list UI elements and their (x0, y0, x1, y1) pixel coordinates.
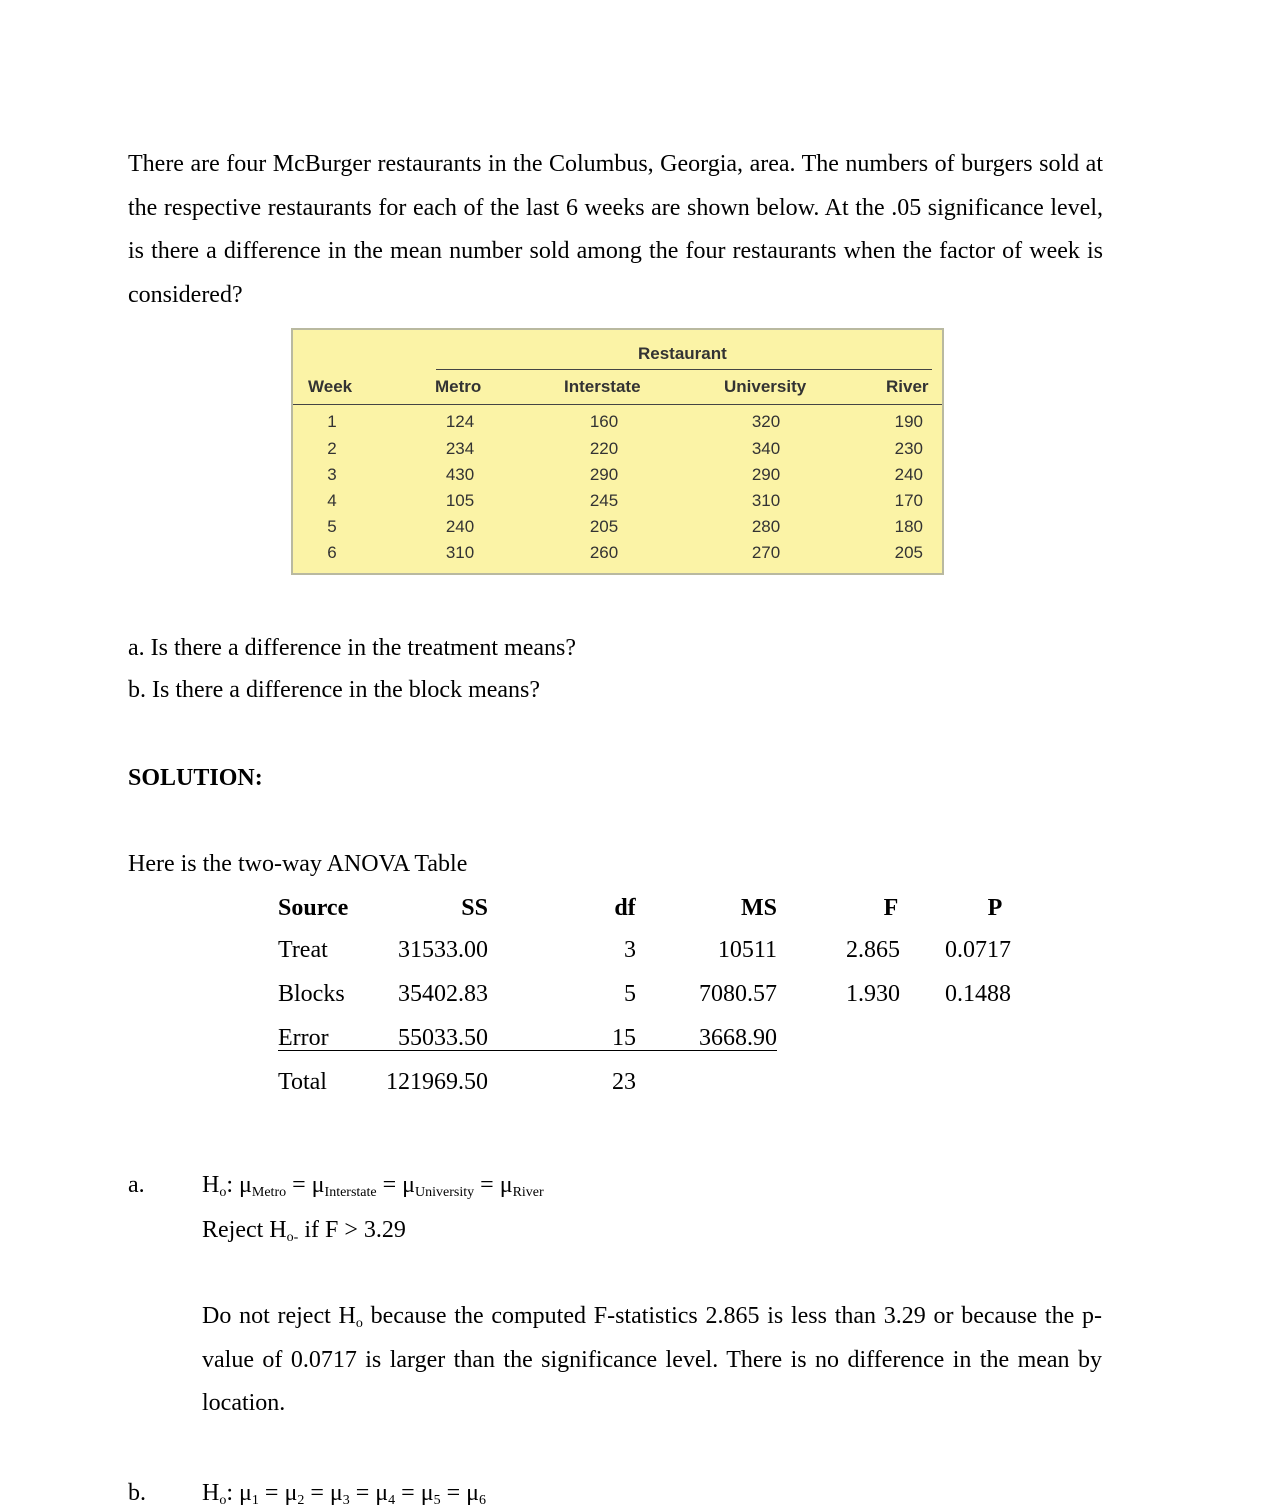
anova-cell-ss: 121969.50 (386, 1069, 488, 1095)
mu-symbol: μ (311, 1172, 325, 1198)
mu-sub-2: 2 (297, 1493, 305, 1508)
anova-cell-df: 5 (624, 981, 636, 1007)
cell-week: 2 (327, 439, 337, 458)
cell-university: 290 (751, 465, 781, 484)
anova-cell-ss: 55033.50 (398, 1025, 488, 1051)
cell-interstate: 220 (589, 439, 619, 458)
anova-header-df: df (614, 895, 636, 921)
h-letter: H (202, 1480, 220, 1506)
conclusion-prefix: Do not reject H (202, 1303, 356, 1329)
cell-river: 230 (894, 439, 923, 458)
anova-header-p: P (987, 895, 1003, 921)
cell-university: 270 (751, 543, 781, 562)
col-header-university: University (724, 377, 807, 396)
mu-symbol: μ (466, 1480, 479, 1506)
h-letter: H (202, 1172, 220, 1198)
cell-week: 6 (327, 543, 337, 562)
cell-river: 205 (894, 543, 923, 562)
anova-cell-ss: 31533.00 (398, 937, 488, 963)
col-header-metro: Metro (435, 377, 482, 396)
mu-symbol: μ (499, 1172, 513, 1198)
anova-cell-f: 2.865 (846, 937, 900, 963)
part-a-rejection-rule (202, 1217, 406, 1244)
cell-university: 310 (751, 491, 781, 510)
conclusion-subscript: o (355, 1316, 363, 1331)
cell-river: 170 (894, 491, 923, 510)
anova-cell-source: Treat (278, 937, 328, 963)
cell-week: 4 (327, 491, 337, 510)
cell-interstate: 260 (589, 543, 619, 562)
problem-statement: There are four McBurger restaurants in the Columbus, Georgia, area. The numbers of burgers sold at the respective restaurants for each of the last 6 weeks are shown below. At the .05 significance level, is there a difference in the mean number sold among the four restaurants when the factor of week is considered? (128, 151, 1103, 308)
mu-sub-river: River (512, 1185, 544, 1200)
cell-week: 5 (327, 517, 337, 536)
mu-symbol: μ (375, 1480, 389, 1506)
anova-cell-df: 3 (624, 937, 636, 963)
h-colon: : (226, 1172, 240, 1198)
h-colon: : (226, 1480, 240, 1506)
anova-cell-df: 15 (612, 1025, 636, 1051)
mu-sub-3: 3 (342, 1493, 350, 1508)
cell-river: 240 (894, 465, 923, 484)
cell-interstate: 245 (589, 491, 619, 510)
cell-metro: 105 (445, 491, 475, 510)
part-b-hypothesis (202, 1480, 486, 1507)
equals-sign: = (349, 1480, 376, 1506)
cell-metro: 310 (445, 543, 475, 562)
anova-cell-p: 0.0717 (945, 937, 1011, 963)
part-a-label: a. (128, 1172, 145, 1198)
restaurant-group-header: Restaurant (638, 344, 727, 363)
reject-prefix: Reject H (202, 1217, 287, 1243)
cell-river: 180 (894, 517, 923, 536)
equals-sign: = (440, 1480, 467, 1506)
part-b-label: b. (128, 1480, 146, 1506)
reject-subscript: o- (286, 1230, 299, 1245)
col-header-interstate: Interstate (564, 377, 641, 396)
h-subscript: o (219, 1493, 227, 1508)
mu-symbol: μ (284, 1480, 298, 1506)
anova-cell-ms: 10511 (717, 937, 777, 963)
anova-header-f: F (883, 895, 899, 921)
mu-symbol: μ (420, 1480, 434, 1506)
equals-sign: = (304, 1480, 330, 1506)
cell-week: 1 (327, 412, 337, 431)
cell-interstate: 160 (589, 412, 619, 431)
cell-metro: 240 (445, 517, 475, 536)
cell-week: 3 (327, 465, 337, 484)
mu-sub-interstate: Interstate (324, 1185, 377, 1200)
equals-sign: = (376, 1172, 403, 1198)
part-a-hypothesis (202, 1172, 544, 1199)
equals-sign: = (474, 1172, 500, 1198)
h-subscript: o (219, 1185, 227, 1200)
equals-sign: = (286, 1172, 312, 1198)
anova-header-ss: SS (461, 895, 488, 921)
mu-symbol: μ (239, 1480, 252, 1506)
anova-cell-ms: 7080.57 (699, 981, 777, 1007)
mu-sub-4: 4 (388, 1493, 396, 1508)
mu-symbol: μ (239, 1172, 252, 1198)
anova-header-ms: MS (741, 895, 777, 921)
cell-university: 340 (751, 439, 781, 458)
anova-cell-source: Blocks (278, 981, 345, 1007)
conclusion-suffix: because the computed F-statistics 2.865 is less than 3.29 or because the p-value of 0.0717 is larger than the significance level. There is no difference in the mean by location. (202, 1303, 1102, 1416)
anova-cell-ss: 35402.83 (398, 981, 488, 1007)
anova-intro: Here is the two-way ANOVA Table (128, 851, 468, 877)
mu-sub-1: 1 (251, 1493, 259, 1508)
col-header-week: Week (308, 377, 353, 396)
part-a-conclusion (202, 1295, 1102, 1426)
mu-sub-6: 6 (479, 1493, 486, 1508)
mu-sub-metro: Metro (251, 1185, 287, 1200)
cell-interstate: 290 (589, 465, 619, 484)
equals-sign: = (395, 1480, 421, 1506)
cell-river: 190 (894, 412, 923, 431)
cell-university: 280 (751, 517, 781, 536)
question-b: b. Is there a difference in the block means? (128, 677, 541, 703)
col-header-river: River (886, 377, 929, 396)
anova-cell-ms: 3668.90 (699, 1025, 777, 1051)
anova-cell-source: Error (278, 1025, 329, 1051)
mu-symbol: μ (329, 1480, 343, 1506)
cell-university: 320 (751, 412, 781, 431)
solution-heading: SOLUTION: (128, 765, 263, 791)
anova-cell-df: 23 (612, 1069, 636, 1095)
cell-metro: 124 (445, 412, 475, 431)
anova-cell-f: 1.930 (846, 981, 900, 1007)
mu-sub-university: University (415, 1185, 475, 1200)
cell-metro: 234 (445, 439, 475, 458)
anova-cell-p: 0.1488 (945, 981, 1011, 1007)
mu-symbol: μ (402, 1172, 416, 1198)
cell-metro: 430 (445, 465, 475, 484)
anova-cell-source: Total (278, 1069, 327, 1095)
equals-sign: = (258, 1480, 285, 1506)
mu-sub-5: 5 (433, 1493, 441, 1508)
reject-suffix: if F > 3.29 (298, 1217, 406, 1243)
question-a: a. Is there a difference in the treatment means? (128, 635, 576, 661)
cell-interstate: 205 (589, 517, 619, 536)
anova-header-source: Source (278, 895, 349, 921)
